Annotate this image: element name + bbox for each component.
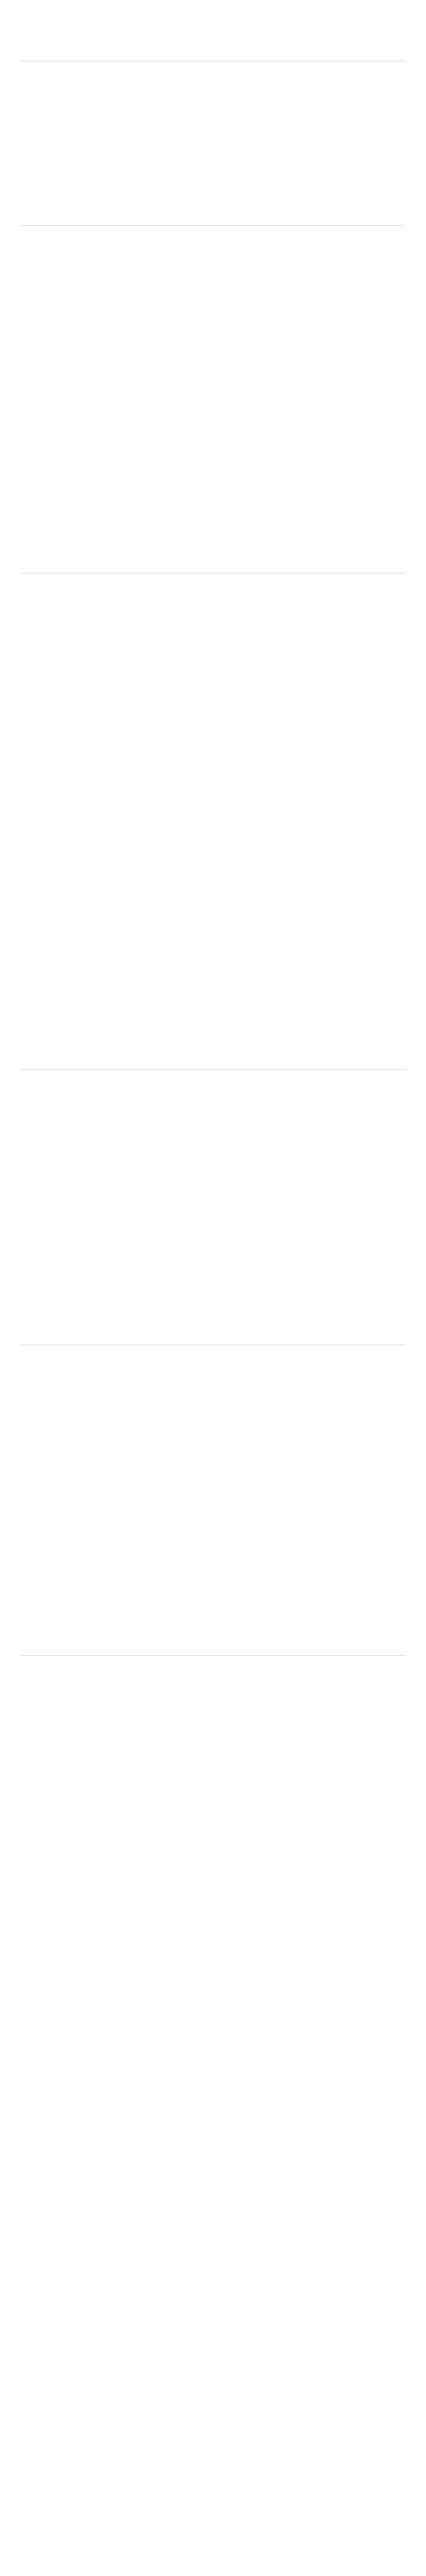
document-section	[21, 1641, 405, 1846]
section-line	[21, 1462, 405, 1471]
section-line	[21, 268, 405, 277]
section-line	[21, 231, 405, 240]
section-line	[21, 727, 405, 736]
section-line	[21, 940, 405, 950]
section-line	[21, 168, 405, 178]
section-line	[21, 857, 405, 866]
section-line	[21, 1828, 405, 1837]
section-line	[21, 875, 405, 885]
section-line	[21, 361, 405, 370]
section-line	[21, 388, 405, 398]
section-line	[21, 1177, 405, 1186]
section-line	[21, 866, 405, 875]
section-line	[21, 1717, 405, 1726]
section-line	[21, 625, 405, 634]
section-line	[21, 1149, 405, 1158]
section-line	[21, 681, 405, 690]
section-line	[21, 634, 405, 643]
section-line	[21, 1232, 405, 1242]
section-line	[21, 579, 405, 588]
section-line	[21, 1084, 405, 1093]
section-line	[21, 671, 405, 681]
section-line	[21, 1735, 405, 1744]
section-line	[21, 351, 405, 361]
section-line	[21, 588, 405, 597]
section-line	[21, 1195, 405, 1205]
section-line	[21, 1186, 405, 1195]
section-line	[21, 643, 405, 653]
section-line	[21, 1508, 405, 1517]
section-line	[21, 426, 405, 435]
section-line	[21, 1121, 405, 1130]
section-line	[21, 653, 405, 662]
section-line	[21, 104, 405, 113]
section-line	[21, 324, 405, 333]
section-line	[21, 66, 405, 76]
section-line	[21, 848, 405, 857]
section-line	[21, 1205, 405, 1214]
section-line	[21, 662, 405, 671]
section-line	[21, 407, 405, 416]
section-line	[21, 379, 405, 388]
section-line	[21, 690, 405, 699]
section-line	[21, 1698, 405, 1707]
section-line	[21, 1214, 405, 1223]
section-line	[21, 240, 405, 249]
section-line	[21, 85, 405, 94]
document-section	[21, 46, 405, 178]
section-line	[21, 1093, 405, 1103]
section-line	[21, 1434, 405, 1443]
section-line	[21, 333, 405, 342]
section-line	[21, 1726, 405, 1735]
section-line	[21, 903, 405, 912]
section-line	[21, 1517, 405, 1527]
section-line	[21, 141, 405, 150]
section-line	[21, 1158, 405, 1167]
section-line	[21, 1397, 405, 1406]
section-line	[21, 885, 405, 894]
section-line	[21, 922, 405, 931]
section-line	[21, 1772, 405, 1782]
section-line	[21, 1670, 405, 1680]
section-line	[21, 912, 405, 922]
section-line	[21, 1103, 405, 1112]
section-line	[21, 773, 405, 783]
section-line	[21, 1689, 405, 1698]
section-line	[21, 1350, 405, 1360]
section-line	[21, 305, 405, 314]
section-line	[21, 1443, 405, 1452]
section-line	[21, 150, 405, 159]
section-line	[21, 1809, 405, 1819]
section-line	[21, 94, 405, 104]
section-line	[21, 1480, 405, 1489]
section-line	[21, 1260, 405, 1269]
section-line	[21, 829, 405, 838]
section-line	[21, 1360, 405, 1369]
section-line	[21, 259, 405, 268]
section-line	[21, 370, 405, 379]
section-line	[21, 1425, 405, 1434]
section-line	[21, 1406, 405, 1415]
section-line	[21, 755, 405, 764]
section-line	[21, 277, 405, 286]
section-line	[21, 1782, 405, 1791]
section-line	[21, 131, 405, 141]
section-line	[21, 113, 405, 122]
section-line	[21, 1415, 405, 1425]
section-line	[21, 1527, 405, 1536]
section-line	[21, 718, 405, 727]
section-line	[21, 1378, 405, 1387]
section-heading	[21, 1641, 405, 1656]
section-heading	[21, 558, 405, 573]
section-line	[21, 1707, 405, 1717]
section-line	[21, 286, 405, 296]
section-line	[21, 1744, 405, 1754]
section-line	[21, 894, 405, 903]
section-line	[21, 1288, 405, 1297]
section-line	[21, 444, 405, 453]
document-section	[21, 211, 405, 453]
section-line	[21, 1499, 405, 1508]
section-line	[21, 1167, 405, 1177]
section-line	[21, 342, 405, 351]
section-line	[21, 745, 405, 755]
document-body	[21, 46, 405, 1879]
section-line	[21, 1251, 405, 1260]
section-line	[21, 1680, 405, 1689]
section-heading	[21, 211, 405, 226]
section-line	[21, 398, 405, 407]
section-line	[21, 783, 405, 792]
section-line	[21, 1387, 405, 1397]
document-title	[21, 19, 405, 33]
section-line	[21, 1279, 405, 1288]
section-line	[21, 1223, 405, 1232]
section-line	[21, 1661, 405, 1670]
section-line	[21, 159, 405, 168]
section-line	[21, 1471, 405, 1480]
section-line	[21, 1075, 405, 1084]
section-line	[21, 1800, 405, 1809]
section-line	[21, 792, 405, 801]
section-line	[21, 122, 405, 131]
section-line	[21, 1269, 405, 1279]
section-line	[21, 699, 405, 708]
section-line	[21, 1140, 405, 1149]
section-line	[21, 1819, 405, 1828]
section-heading	[21, 46, 405, 61]
section-line	[21, 249, 405, 259]
section-line	[21, 1754, 405, 1763]
section-line	[21, 820, 405, 829]
section-line	[21, 597, 405, 606]
section-line	[21, 764, 405, 773]
document-section	[21, 558, 405, 950]
section-line	[21, 76, 405, 85]
section-line	[21, 1130, 405, 1140]
section-line	[21, 736, 405, 745]
section-line	[21, 1242, 405, 1251]
section-line	[21, 708, 405, 718]
section-line	[21, 1489, 405, 1499]
document-section	[21, 1330, 405, 1536]
section-line	[21, 416, 405, 426]
section-line	[21, 1112, 405, 1121]
section-line	[21, 801, 405, 810]
section-line	[21, 1763, 405, 1772]
section-line	[21, 314, 405, 324]
section-line	[21, 838, 405, 848]
section-line	[21, 296, 405, 305]
section-line	[21, 931, 405, 940]
document-section	[21, 1055, 405, 1297]
section-line	[21, 1369, 405, 1378]
section-line	[21, 435, 405, 444]
section-heading	[21, 1055, 405, 1070]
section-line	[21, 616, 405, 625]
section-heading	[21, 1330, 405, 1345]
section-line	[21, 606, 405, 616]
section-line	[21, 810, 405, 820]
section-line	[21, 1791, 405, 1800]
section-line	[21, 1837, 405, 1846]
section-line	[21, 1452, 405, 1462]
